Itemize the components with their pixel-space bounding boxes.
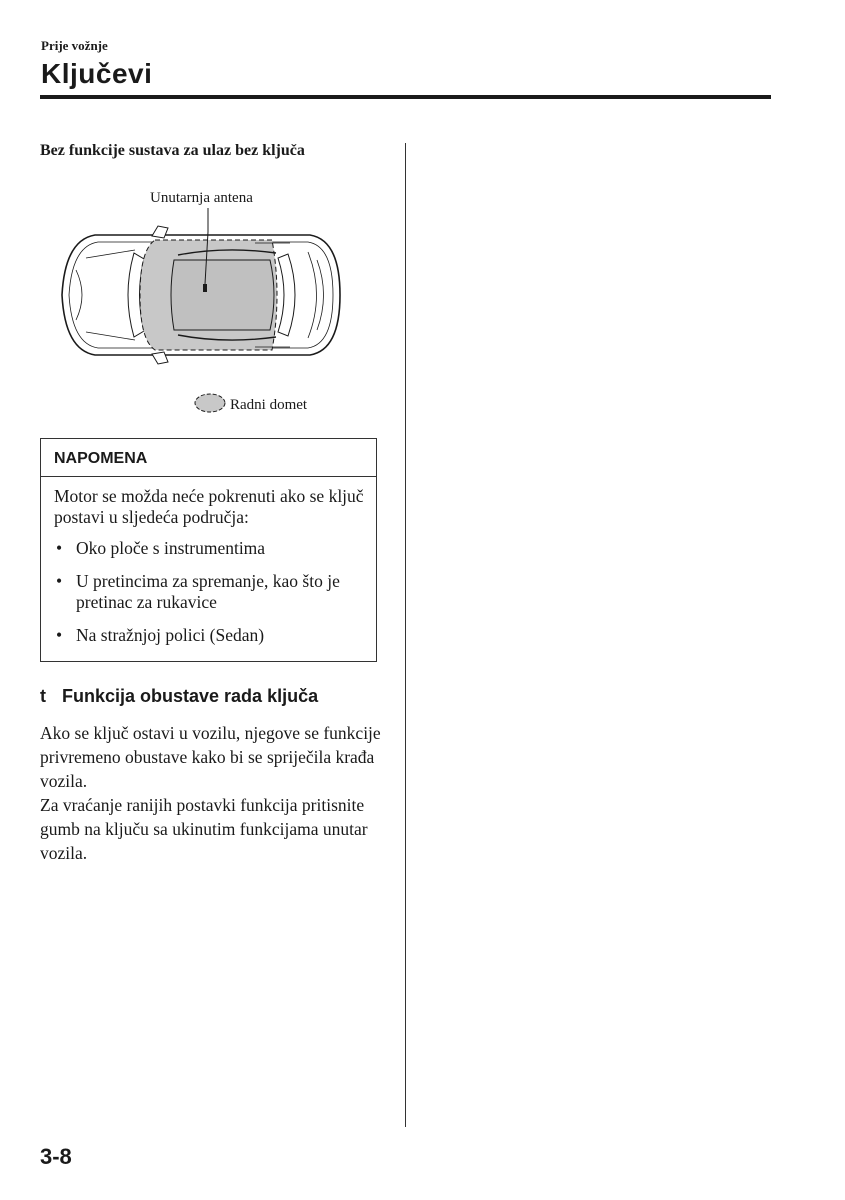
page-number: 3-8: [40, 1144, 72, 1169]
function-heading-text: Funkcija obustave rada ključa: [62, 686, 319, 706]
bullet-icon: •: [56, 538, 63, 558]
body-paragraph: Za vraćanje ranijih postavki funkcija pritisnite gumb na ključu sa ukinutim funkcijama unutar vozila.: [40, 795, 368, 863]
note-list-item: [54, 625, 364, 646]
section-marker-icon: t: [40, 686, 46, 706]
note-box: [40, 438, 377, 662]
page-title: Ključevi: [41, 58, 153, 89]
subheading: Bez funkcije sustava za ulaz bez ključa: [40, 142, 305, 159]
note-list-item: [54, 571, 364, 613]
note-intro: Motor se možda neće pokrenuti ako se ključ postavi u sljedeća područja:: [54, 486, 364, 527]
note-list: [54, 538, 364, 646]
column-divider: [405, 143, 406, 1127]
section-label: Prije vožnje: [41, 38, 108, 53]
bullet-icon: •: [56, 571, 63, 591]
note-item-text: U pretincima za spremanje, kao što je pretinac za rukavice: [76, 571, 340, 612]
function-heading: [40, 686, 318, 707]
antenna-marker: [203, 284, 207, 292]
range-legend-swatch: [195, 394, 225, 412]
range-legend-label: Radni domet: [230, 397, 308, 413]
car-antenna-figure: [40, 180, 370, 420]
car-topview-illustration: [40, 180, 370, 420]
note-item-text: Oko ploče s instrumentima: [76, 538, 266, 558]
function-body: [40, 721, 385, 865]
body-paragraph: Ako se ključ ostavi u vozilu, njegove se funkcije privremeno obustave kako bi se spriječila krađa vozila.: [40, 723, 381, 791]
note-list-item: [54, 538, 364, 559]
antenna-label: Unutarnja antena: [150, 190, 253, 206]
bullet-icon: •: [56, 625, 63, 645]
note-item-text: Na stražnjoj polici (Sedan): [76, 625, 265, 645]
note-body: [41, 477, 376, 646]
note-heading: NAPOMENA: [41, 439, 376, 477]
title-rule: [40, 95, 771, 99]
